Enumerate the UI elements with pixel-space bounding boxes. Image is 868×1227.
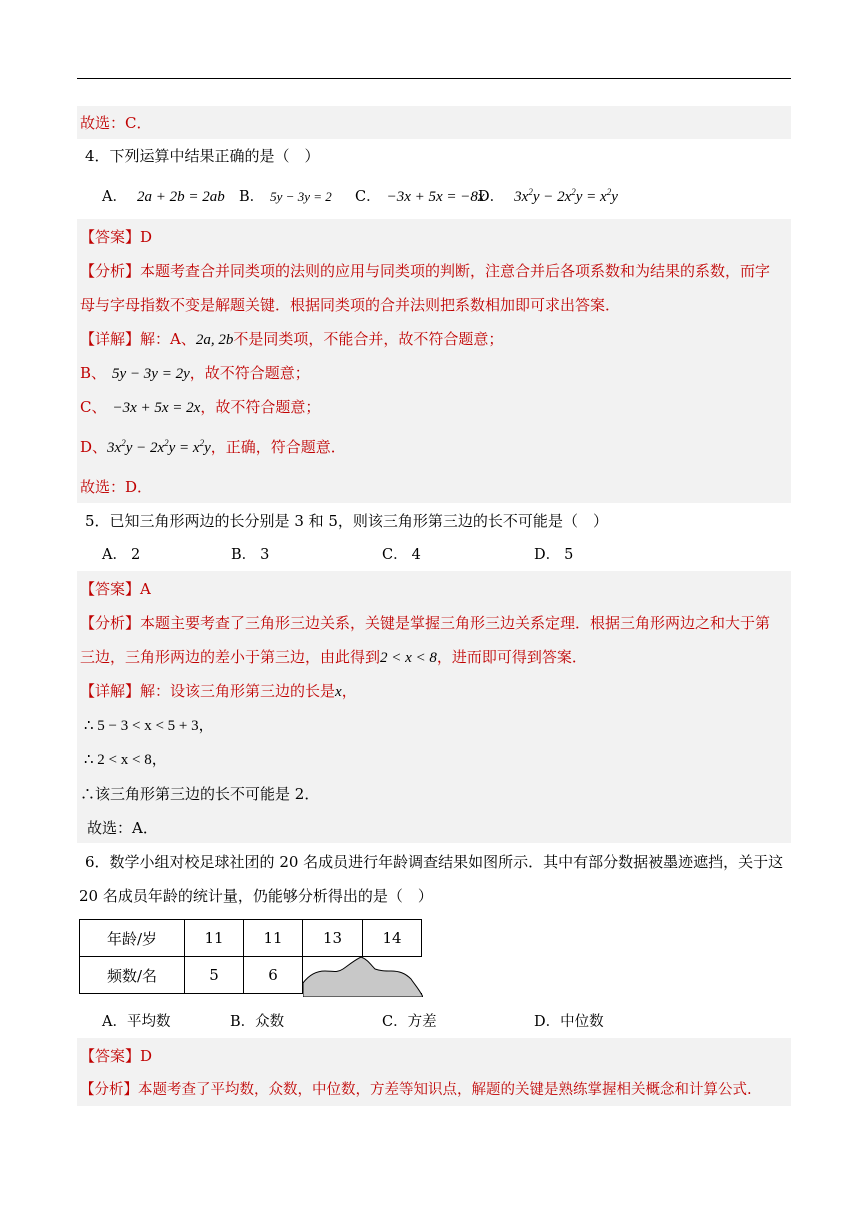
q4-detail-4-math: $3x^2y - 2x^2y = x^2y$ [107, 438, 211, 456]
q5-analysis-2-post: ，进而即可得到答案． [436, 648, 587, 666]
q6-analysis: 【分析】本题考查了平均数，众数，中位数，方差等知识点，解题的关键是熟练掌握相关概念和计算公式. [80, 1082, 752, 1098]
q4-option-c-expr: −3x + 5x = −8x [386, 189, 485, 205]
q5-option-d [534, 545, 573, 565]
header-rule [77, 78, 791, 79]
q5-detail-1-math: x [335, 684, 342, 700]
q4-option-a-expr: 2a + 2b = 2ab [136, 189, 225, 205]
q4-detail-3-math: −3x + 5x = 2x [112, 400, 201, 416]
q4-option-a [102, 187, 225, 207]
q6-option-d [534, 1012, 604, 1032]
q4-detail-line-2 [80, 363, 310, 384]
table-cell: 13 [303, 920, 363, 957]
q5-option-c-value: 4 [411, 547, 421, 563]
q5-detail-line-1 [80, 681, 357, 702]
q6-option-d-label: D． [534, 1014, 561, 1030]
q6-option-b-value: 众数 [255, 1014, 285, 1030]
q6-option-d-value: 中位数 [560, 1014, 604, 1030]
q6-stem-line-2: 20 名成员年龄的统计量，仍能够分析得出的是（ ） [79, 887, 433, 905]
q5-option-c-label: C． [382, 547, 408, 563]
q4-detail-line-3 [80, 397, 320, 418]
q5-analysis-line-2 [80, 647, 587, 668]
prev-choice: 故选：C． [80, 114, 152, 132]
q4-detail-1-math: 2a, 2b [195, 332, 234, 348]
ink-blot-cell [303, 957, 422, 994]
q5-analysis-2-math: 2 < x < 8 [380, 650, 437, 666]
q4-analysis-line-1: 【分析】本题考查合并同类项的法则的应用与同类项的判断，注意合并后各项系数和为结果的系数，而字 [80, 262, 771, 280]
table-header-frequency: 频数/名 [80, 957, 185, 994]
table-cell: 5 [185, 957, 244, 994]
q4-analysis-line-2: 母与字母指数不变是解题关键．根据同类项的合并法则把系数相加即可求出答案． [80, 296, 621, 314]
q4-stem: 4．下列运算中结果正确的是（ ） [85, 147, 320, 165]
q4-detail-2-post: ，故不符合题意； [189, 364, 310, 382]
q4-detail-1-post: 不是同类项，不能合并，故不符合题意； [233, 330, 504, 348]
q6-option-b-label: B． [230, 1014, 256, 1030]
q5-option-d-label: D． [534, 547, 561, 563]
q5-step-1: ∴ 5 − 3 < x < 5 + 3， [84, 718, 214, 734]
q4-detail-1-pre: 【详解】解：A、 [80, 330, 196, 348]
table-header-age: 年龄/岁 [80, 920, 185, 957]
q5-option-a [102, 545, 140, 565]
q4-option-c-label: C． [355, 189, 381, 205]
q5-option-b-label: B． [231, 547, 257, 563]
q6-option-c-value: 方差 [407, 1014, 437, 1030]
q5-option-c [382, 545, 421, 565]
prev-answer-block [77, 106, 791, 139]
q4-detail-4-post: ，正确，符合题意． [210, 438, 346, 456]
q5-answer: 【答案】A [80, 580, 151, 598]
q5-option-b [231, 545, 269, 565]
table-cell: 11 [244, 920, 303, 957]
table-cell: 11 [185, 920, 244, 957]
q4-detail-2-math: 5y − 3y = 2y [112, 366, 190, 382]
q5-detail-1-pre: 【详解】解：设该三角形第三边的长是 [80, 682, 336, 700]
q4-option-c [355, 187, 485, 207]
q4-choice: 故选：D． [80, 478, 153, 496]
q5-option-b-value: 3 [260, 547, 270, 563]
q4-option-a-label: A． [102, 189, 127, 205]
q5-stem: 5．已知三角形两边的长分别是 3 和 5，则该三角形第三边的长不可能是（ ） [85, 512, 608, 530]
q6-option-a-value: 平均数 [126, 1014, 171, 1030]
q6-option-c [382, 1012, 437, 1032]
q5-step-2: ∴ 2 < x < 8， [84, 752, 167, 768]
q4-detail-line-1 [80, 329, 503, 350]
table-cell: 14 [363, 920, 422, 957]
table-row-frequency [80, 957, 422, 994]
q5-detail-1-post: ， [341, 682, 357, 700]
q4-detail-3-pre: C、 [80, 398, 107, 416]
q4-option-d-label: D． [478, 189, 505, 205]
q6-option-b [230, 1012, 284, 1032]
q5-option-a-value: 2 [130, 547, 141, 563]
q5-analysis-line-1: 【分析】本题主要考查了三角形三边关系，关键是掌握三角形三边关系定理．根据三角形两边之和大于第 [80, 614, 771, 632]
q6-option-a-label: A． [102, 1014, 127, 1030]
q4-answer: 【答案】D [80, 228, 153, 246]
q4-option-d [478, 187, 618, 207]
q6-option-a [102, 1012, 170, 1032]
table-row-age [80, 920, 422, 957]
ink-blot [303, 957, 423, 997]
q5-option-a-label: A． [102, 547, 127, 563]
q4-detail-2-pre: B、 [80, 364, 107, 382]
q4-option-b-label: B． [239, 189, 265, 205]
q6-answer: 【答案】D [80, 1047, 153, 1065]
q4-option-d-expr: $3x^2y - 2x^2y = x^2y$ [514, 187, 618, 205]
q5-step-3: ∴该三角形第三边的长不可能是 2． [80, 785, 320, 803]
table-cell: 6 [244, 957, 303, 994]
q6-stem-line-1: 6．数学小组对校足球社团的 20 名成员进行年龄调查结果如图所示．其中有部分数据被墨迹遮挡，关于这 [85, 853, 784, 871]
q5-analysis-2-pre: 三边，三角形两边的差小于第三边，由此得到 [80, 648, 381, 666]
q4-detail-3-post: ，故不符合题意； [200, 398, 321, 416]
q4-option-b [239, 187, 332, 207]
q4-detail-line-4 [80, 437, 346, 458]
age-frequency-table [79, 919, 422, 994]
q5-option-d-value: 5 [564, 547, 574, 563]
q4-detail-4-pre: D、 [80, 438, 108, 456]
q5-choice: 故选：A． [87, 819, 158, 837]
q6-option-c-label: C． [382, 1014, 408, 1030]
q4-option-b-expr: 5y − 3y = 2 [270, 189, 332, 204]
